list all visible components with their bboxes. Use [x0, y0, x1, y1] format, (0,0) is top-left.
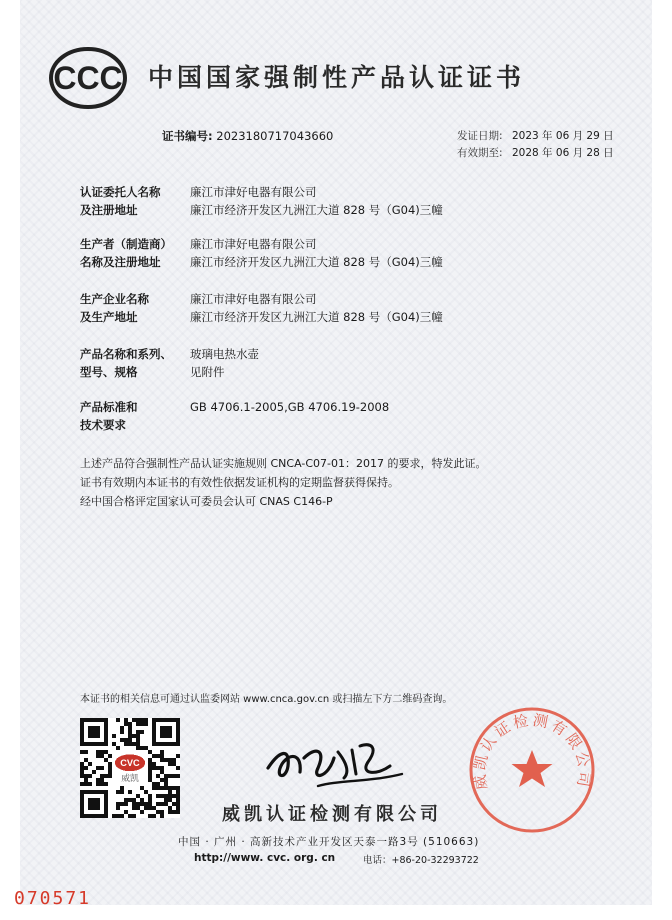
qr-module [128, 798, 132, 802]
field-value: 廉江市津好电器有限公司 [190, 237, 317, 251]
field-label: 及注册地址 [80, 203, 138, 217]
ccc-logo [48, 46, 128, 110]
qr-module [160, 810, 164, 814]
qr-module [84, 782, 88, 786]
field-value: 廉江市经济开发区九洲江大道 828 号（G04)三幢 [190, 255, 443, 269]
qr-module [176, 802, 180, 806]
qr-module [80, 774, 84, 778]
qr-module [132, 718, 136, 722]
qr-module [80, 766, 84, 770]
qr-module [172, 786, 176, 790]
qr-module [168, 786, 172, 790]
qr-module [168, 758, 172, 762]
field-value: 廉江市津好电器有限公司 [190, 185, 317, 199]
qr-module [152, 754, 156, 758]
qr-module [144, 790, 148, 794]
qr-module [120, 790, 124, 794]
qr-module [100, 782, 104, 786]
qr-module [124, 738, 128, 742]
qr-module [136, 730, 140, 734]
qr-module [160, 758, 164, 762]
qr-module [116, 806, 120, 810]
qr-module [172, 802, 176, 806]
field-label: 型号、规格 [80, 365, 138, 379]
qr-module [176, 766, 180, 770]
qr-module [124, 810, 128, 814]
qr-module [164, 802, 168, 806]
expiry-date: 2028 年 06 月 28 日 [512, 147, 614, 159]
qr-module [144, 806, 148, 810]
field-label: 名称及注册地址 [80, 255, 161, 269]
qr-module [108, 762, 112, 766]
qr-module [116, 746, 120, 750]
qr-module [176, 754, 180, 758]
qr-module [152, 766, 156, 770]
qr-module [168, 798, 172, 802]
qr-module [164, 786, 168, 790]
qr-module [108, 766, 112, 770]
cvc-badge [112, 750, 148, 786]
qr-module [88, 774, 92, 778]
ccc-logo-text: CCC [53, 60, 123, 96]
issue-date: 2023 年 06 月 29 日 [512, 130, 614, 142]
qr-module [152, 762, 156, 766]
issuer-website[interactable]: http://www. cvc. org. cn [194, 852, 336, 864]
qr-module [136, 742, 140, 746]
qr-module [140, 730, 144, 734]
qr-module [84, 758, 88, 762]
qr-module [176, 774, 180, 778]
qr-module [120, 738, 124, 742]
field-label: 及生产地址 [80, 310, 138, 324]
qr-module [136, 794, 140, 798]
field-label: 认证委托人名称 [80, 185, 161, 199]
qr-module [100, 754, 104, 758]
qr-module [116, 790, 120, 794]
qr-module [100, 774, 104, 778]
qr-module [164, 782, 168, 786]
field-label: 技术要求 [80, 418, 126, 432]
certification-statements [80, 454, 486, 511]
qr-module [80, 782, 84, 786]
field-value: 廉江市经济开发区九洲江大道 828 号（G04)三幢 [190, 203, 443, 217]
qr-module [128, 734, 132, 738]
qr-module [168, 762, 172, 766]
qr-module [136, 806, 140, 810]
qr-module [148, 798, 152, 802]
official-seal [468, 706, 596, 834]
qr-module [160, 778, 164, 782]
qr-module [148, 750, 152, 754]
qr-module [124, 722, 128, 726]
qr-module [116, 814, 120, 818]
qr-module [96, 750, 100, 754]
qr-module [112, 734, 116, 738]
qr-module [132, 798, 136, 802]
qr-module [156, 786, 160, 790]
qr-module [136, 722, 140, 726]
qr-module [160, 786, 164, 790]
qr-module [104, 782, 108, 786]
qr-module [156, 754, 160, 758]
qr-module [168, 810, 172, 814]
qr-module [168, 794, 172, 798]
qr-finder-top-left [80, 718, 108, 746]
qr-module [140, 798, 144, 802]
qr-module [132, 734, 136, 738]
qr-module [124, 798, 128, 802]
qr-module [136, 734, 140, 738]
qr-module [84, 766, 88, 770]
qr-module [88, 782, 92, 786]
qr-module [148, 802, 152, 806]
qr-module [144, 718, 148, 722]
qr-module [104, 750, 108, 754]
qr-module [120, 730, 124, 734]
qr-module [140, 802, 144, 806]
qr-module [152, 814, 156, 818]
seal-star [512, 750, 553, 787]
qr-module [140, 718, 144, 722]
qr-module [132, 742, 136, 746]
qr-module [148, 770, 152, 774]
qr-module [108, 754, 112, 758]
qr-finder-top-right [152, 718, 180, 746]
qr-module [124, 742, 128, 746]
qr-module [164, 798, 168, 802]
qr-module [176, 786, 180, 790]
field-label: 生产者（制造商） [80, 237, 172, 251]
field-value: 见附件 [190, 365, 225, 379]
verification-notice: 本证书的相关信息可通过认监委网站 www.cnca.gov.cn 或扫描左下方二维码查询。 [80, 694, 453, 705]
qr-module [156, 794, 160, 798]
qr-module [92, 770, 96, 774]
field-value: GB 4706.1-2005,GB 4706.19-2008 [190, 400, 390, 414]
qr-module [112, 742, 116, 746]
qr-module [120, 802, 124, 806]
qr-module [160, 802, 164, 806]
qr-module [144, 746, 148, 750]
qr-module [112, 814, 116, 818]
qr-module [136, 738, 140, 742]
qr-module [128, 738, 132, 742]
qr-module [120, 814, 124, 818]
qr-module [128, 730, 132, 734]
issuer-phone: 电话：+86-20-32293722 [363, 855, 479, 866]
qr-module [84, 750, 88, 754]
qr-module [176, 806, 180, 810]
qr-module [160, 754, 164, 758]
signature [260, 728, 410, 792]
field-value: 玻璃电热水壶 [190, 347, 259, 361]
qr-module [100, 766, 104, 770]
qr-module [148, 814, 152, 818]
qr-module [108, 774, 112, 778]
serial-number: 070571 [14, 888, 92, 909]
field-label: 产品标准和 [80, 400, 138, 414]
qr-module [116, 718, 120, 722]
qr-finder-bottom-left [80, 790, 108, 818]
qr-module [128, 726, 132, 730]
qr-module [164, 778, 168, 782]
qr-module [108, 770, 112, 774]
qr-module [100, 750, 104, 754]
certificate-dates [457, 128, 614, 162]
field-label: 生产企业名称 [80, 292, 149, 306]
qr-module [176, 794, 180, 798]
statement-line: 经中国合格评定国家认可委员会认可 CNAS C146-P [80, 495, 333, 508]
qr-module [148, 762, 152, 766]
qr-module [160, 766, 164, 770]
qr-module [160, 814, 164, 818]
qr-module [172, 758, 176, 762]
field-label: 产品名称和系列、 [80, 347, 172, 361]
qr-module [104, 758, 108, 762]
qr-module [156, 810, 160, 814]
qr-module [168, 790, 172, 794]
qr-module [144, 802, 148, 806]
qr-module [156, 766, 160, 770]
qr-module [148, 758, 152, 762]
certificate-number-value: 2023180717043660 [216, 129, 334, 143]
seal-text: 威凯认证检测有限公司 [470, 710, 594, 792]
qr-module [80, 750, 84, 754]
qr-module [100, 778, 104, 782]
qr-module [148, 766, 152, 770]
qr-module [128, 722, 132, 726]
qr-module [128, 742, 132, 746]
qr-module [176, 790, 180, 794]
certificate-number-label: 证书编号: [162, 129, 213, 143]
qr-module [140, 786, 144, 790]
qr-module [160, 770, 164, 774]
qr-module [124, 802, 128, 806]
qr-module [152, 806, 156, 810]
qr-module [156, 802, 160, 806]
qr-module [116, 802, 120, 806]
qr-module [128, 790, 132, 794]
qr-module [104, 774, 108, 778]
qr-module [80, 770, 84, 774]
qr-module [148, 794, 152, 798]
qr-module [120, 786, 124, 790]
qr-module [168, 774, 172, 778]
qr-module [156, 774, 160, 778]
qr-module [136, 746, 140, 750]
statement-line: 上述产品符合强制性产品认证实施规则 CNCA-C07-01：2017 的要求，特发此证。 [80, 457, 487, 470]
qr-module [136, 718, 140, 722]
certificate-number [162, 128, 333, 144]
qr-module [156, 782, 160, 786]
certificate-title: 中国国家强制性产品认证证书 [148, 63, 526, 92]
qr-module [140, 722, 144, 726]
qr-module [88, 762, 92, 766]
cvc-badge-caption: 威凯 [121, 774, 139, 785]
qr-module [84, 778, 88, 782]
qr-module [176, 798, 180, 802]
qr-module [172, 774, 176, 778]
qr-module [160, 750, 164, 754]
cvc-badge-text: CVC [120, 758, 140, 768]
qr-module [120, 726, 124, 730]
qr-module [140, 746, 144, 750]
issue-date-label: 发证日期: [457, 130, 503, 142]
qr-module [148, 806, 152, 810]
qr-module [164, 774, 168, 778]
qr-module [128, 814, 132, 818]
qr-module [132, 806, 136, 810]
qr-module [96, 754, 100, 758]
issuer-address: 中国 · 广州 · 高新技术产业开发区天泰一路3号 (510663) [178, 836, 480, 848]
qr-module [152, 782, 156, 786]
issuer-company-name: 威凯认证检测有限公司 [222, 804, 442, 825]
qr-module [148, 778, 152, 782]
statement-line: 证书有效期内本证书的有效性依据发证机构的定期监督获得保持。 [80, 476, 399, 489]
qr-module [176, 810, 180, 814]
qr-module [84, 774, 88, 778]
qr-module [172, 762, 176, 766]
qr-module [164, 758, 168, 762]
qr-module [160, 794, 164, 798]
qr-module [136, 802, 140, 806]
qr-module [140, 810, 144, 814]
qr-code[interactable] [80, 718, 180, 818]
qr-module [152, 786, 156, 790]
qr-module [148, 774, 152, 778]
qr-module [96, 778, 100, 782]
qr-module [124, 718, 128, 722]
qr-module [168, 806, 172, 810]
qr-module [132, 814, 136, 818]
qr-module [80, 762, 84, 766]
field-value: 廉江市经济开发区九洲江大道 828 号（G04)三幢 [190, 310, 443, 324]
qr-module [144, 722, 148, 726]
qr-module [96, 766, 100, 770]
qr-module [164, 794, 168, 798]
qr-module [96, 782, 100, 786]
qr-module [132, 802, 136, 806]
qr-module [172, 810, 176, 814]
qr-module [172, 794, 176, 798]
field-value: 廉江市津好电器有限公司 [190, 292, 317, 306]
expiry-date-label: 有效期至: [457, 147, 503, 159]
